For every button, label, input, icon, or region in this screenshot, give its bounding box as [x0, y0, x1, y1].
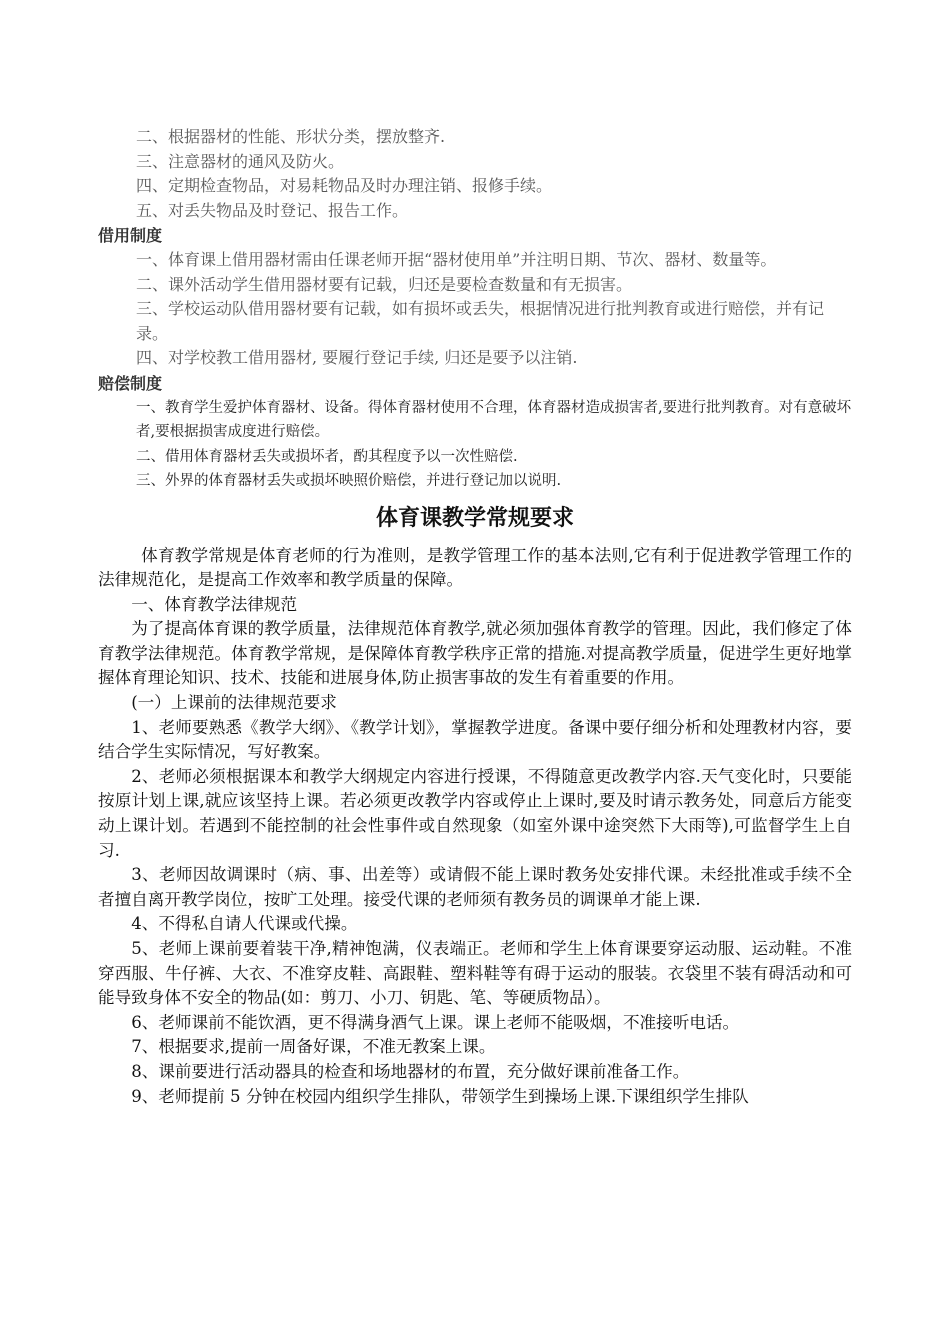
borrow-item: 三、学校运动队借用器材要有记载，如有损坏或丢失，根据情况进行批判教育或进行赔偿，并有记录。 — [136, 299, 825, 343]
paragraph: 体育教学常规是体育老师的行为准则，是教学管理工作的基本法则,它有利于促进教学管理工作的法律规范化，是提高工作效率和教学质量的保障。 — [98, 545, 852, 590]
paragraph: 8、课前要进行活动器具的检查和场地器材的布置，充分做好课前准备工作。 — [131, 1061, 690, 1081]
borrow-heading: 借用制度 — [98, 226, 163, 245]
storage-item: 五、对丢失物品及时登记、报告工作。 — [136, 200, 409, 220]
compensation-item: 二、借用体育器材丢失或损坏者，酌其程度予以一次性赔偿. — [136, 448, 518, 465]
storage-rules — [0, 125, 950, 223]
borrow-item: 二、课外活动学生借用器材要有记载，归还是要检查数量和有无损害。 — [136, 274, 633, 294]
paragraph: 9、老师提前 5 分钟在校园内组织学生排队，带领学生到操场上课.下课组织学生排队 — [131, 1086, 749, 1106]
paragraph: 5、老师上课前要着装干净,精神饱满，仪表端正。老师和学生上体育课要穿运动服、运动鞋。不准穿西服、牛仔裤、大衣、不准穿皮鞋、高跟鞋、塑料鞋等有碍于运动的服装。衣袋里不装有碍活动和可能导致身体不安全的物品(如：剪刀、小刀、钥匙、笔、等硬质物品）。 — [98, 939, 852, 1008]
storage-item: 二、根据器材的性能、形状分类，摆放整齐. — [136, 127, 446, 146]
paragraph: 为了提高体育课的教学质量，法律规范体育教学,就必须加强体育教学的管理。因此，我们修定了体育教学法律规范。体育教学常规，是保障体育教学秩序正常的措施.对提高教学质量，促进学生更好地掌握体育理论知识、技术、技能和进展身体,防止损害事故的发生有着重要的作用。 — [98, 619, 852, 688]
document-body — [0, 125, 950, 1109]
compensation-item: 一、教育学生爱护体育器材、设备。得体育器材使用不合理，体育器材造成损害者,要进行批判教育。对有意破坏者,要根据损害成度进行赔偿。 — [136, 399, 852, 440]
compensation-heading: 赔偿制度 — [98, 373, 163, 393]
paragraph: 1、老师要熟悉《教学大纲》、《教学计划》，掌握教学进度。备课中要仔细分析和处理教材内容，要结合学生实际情况，写好教案。 — [98, 717, 852, 762]
paragraph: 6、老师课前不能饮酒，更不得满身酒气上课。课上老师不能吸烟，不准接听电话。 — [131, 1012, 740, 1032]
borrow-rules — [0, 248, 950, 371]
paragraph: (一）上课前的法律规范要求 — [131, 693, 337, 713]
paragraph: 4、不得私自请人代课或代操。 — [131, 914, 358, 934]
borrow-item: 四、对学校教工借用器材, 要履行登记手续, 归还是要予以注销. — [136, 348, 578, 367]
paragraph: 2、老师必须根据课本和教学大纲规定内容进行授课，不得随意更改教学内容.天气变化时，只要能按原计划上课,就应该坚持上课。若必须更改教学内容或停止上课时,要及时请示教务处，同意后方能变动上课计划。若遇到不能控制的社会性事件或自然现象（如室外课中途突然下大雨等),可监督学生上自习. — [98, 766, 852, 860]
paragraph: 一、体育教学法律规范 — [131, 594, 298, 614]
section-title: 体育课教学常规要求 — [375, 505, 574, 531]
paragraph: 7、根据要求,提前一周备好课，不准无教案上课。 — [131, 1037, 496, 1057]
compensation-rules — [0, 396, 950, 494]
compensation-item: 三、外界的体育器材丢失或损坏映照价赔偿，并进行登记加以说明. — [136, 473, 562, 489]
teaching-rules — [0, 544, 950, 1110]
borrow-item: 一、体育课上借用器材需由任课老师开据“器材使用单”并注明日期、节次、器材、数量等。 — [136, 250, 777, 269]
storage-item: 三、注意器材的通风及防火。 — [136, 151, 345, 171]
paragraph: 3、老师因故调课时（病、事、出差等）或请假不能上课时教务处安排代课。未经批准或手续不全者擅自离开教学岗位，按旷工处理。接受代课的老师须有教务员的调课单才能上课. — [98, 865, 852, 909]
storage-item: 四、定期检查物品，对易耗物品及时办理注销、报修手续。 — [136, 176, 553, 195]
